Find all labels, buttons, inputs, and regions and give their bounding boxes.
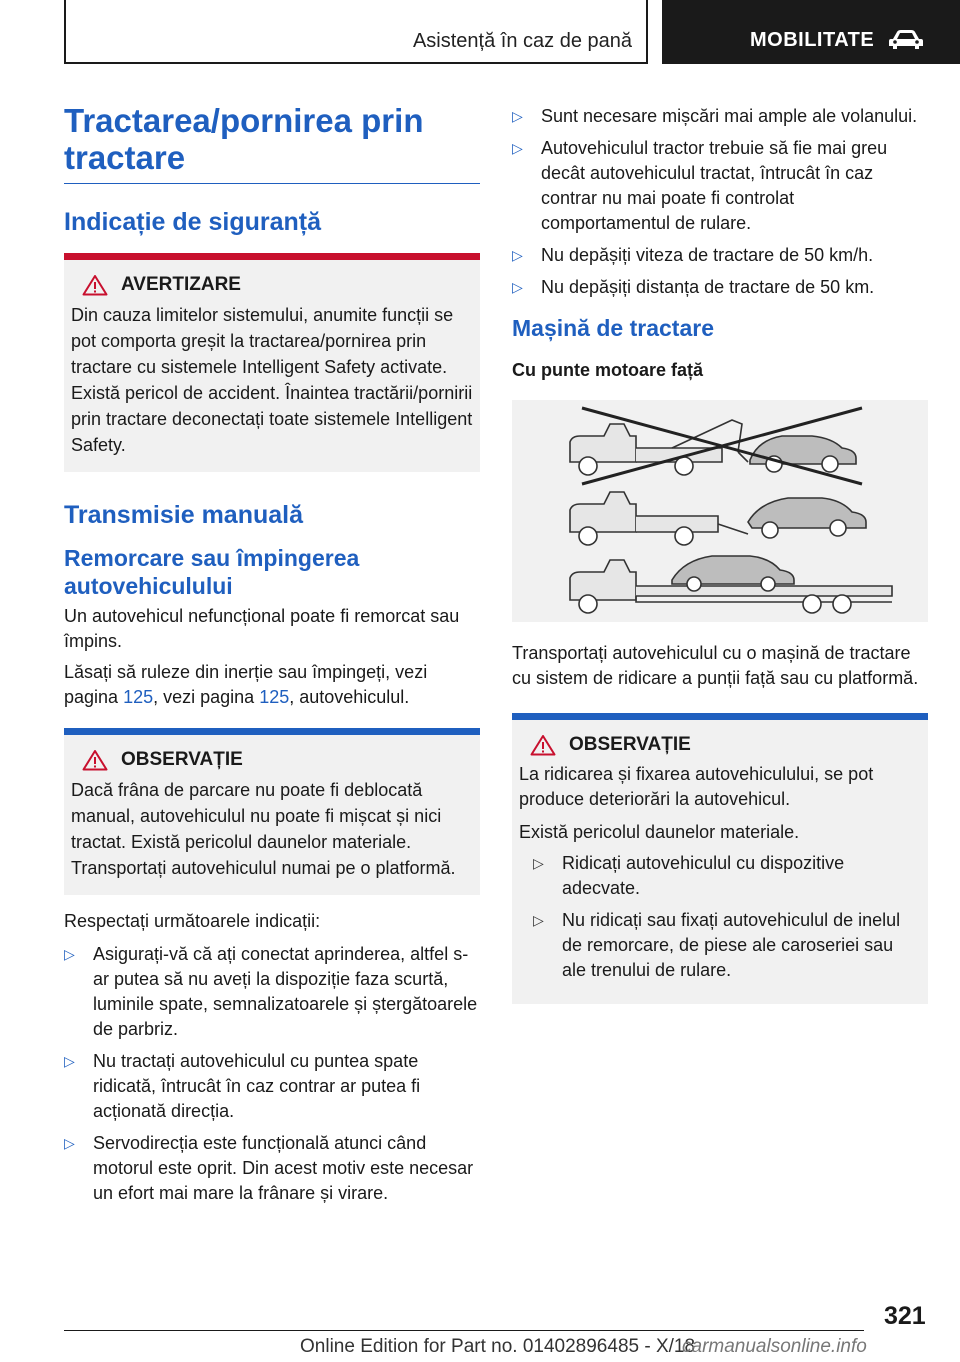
notice-text-1: La ridicarea și fixarea autovehiculului, se pot produce deteriorări la autovehicul. xyxy=(519,764,874,809)
header-chapter-box xyxy=(662,0,960,64)
notice-box xyxy=(64,728,480,895)
list-item: ▷ Ridicați autovehiculul cu dispozitive adecvate. xyxy=(533,853,845,898)
subheading: Remorcare sau împingerea autovehiculului xyxy=(64,545,360,599)
list-intro: Respectați următoarele indicații: xyxy=(64,911,321,931)
page-number: 321 xyxy=(884,1302,926,1330)
tow-truck-illustration xyxy=(512,400,928,622)
paragraph-1: Un autovehicul nefuncțional poate fi remorcat sau împins. xyxy=(64,606,460,651)
page-link[interactable]: 125 xyxy=(259,687,290,707)
bullet-triangle-icon: ▷ xyxy=(64,946,75,962)
list-item: ▷ Servodirecția este funcțională atunci când motorul este oprit. Din acest motiv este necesar un efort mai mare la frânare și virare. xyxy=(64,1133,474,1203)
warning-icon xyxy=(82,274,108,296)
paragraph-2: Lăsați să ruleze din inerție sau împingeți, vezi pagina 125, vezi pagina 125, autovehiculul. xyxy=(64,662,428,707)
notice-box-right xyxy=(512,713,928,1004)
footer-rule xyxy=(64,1330,864,1331)
list-item: ▷ Sunt necesare mișcări mai ample ale volanului. xyxy=(512,104,928,129)
list-item: ▷ Asigurați-vă că ați conectat aprinderea, altfel s-ar putea să nu aveți la dispoziție faza scurtă, luminile spate, semnalizatoarele și ștergătoarele de parbriz. xyxy=(64,944,478,1039)
towing-list xyxy=(512,104,928,300)
notice-title: OBSERVAȚIE xyxy=(569,734,691,755)
bullet-triangle-icon: ▷ xyxy=(64,1053,75,1069)
warning-icon xyxy=(82,749,108,771)
list-item: ▷ Autovehiculul tractor trebuie să fie mai greu decât autovehiculul tractat, întrucât în caz contrar nu mai poate fi controlat comportamentul de rulare. xyxy=(512,138,888,233)
warning-title: AVERTIZARE xyxy=(121,274,241,295)
right-column xyxy=(512,104,928,1004)
notice-text-2: Există pericolul daunelor materiale. xyxy=(519,822,800,842)
watermark: carmanualsonline.info xyxy=(682,1336,867,1357)
illustration-caption: Transportați autovehiculul cu o mașină de tractare cu sistem de ridicare a punții față sau cu platformă. xyxy=(512,643,919,688)
warning-icon xyxy=(530,734,556,756)
header-section-box xyxy=(64,0,648,64)
tow-truck-heading: Mașină de tractare xyxy=(512,315,714,341)
manual-heading: Transmisie manuală xyxy=(64,501,304,529)
bullet-triangle-icon: ▷ xyxy=(512,247,523,263)
bullet-triangle-icon: ▷ xyxy=(533,855,544,871)
bullet-triangle-icon: ▷ xyxy=(512,108,523,124)
notice-title: OBSERVAȚIE xyxy=(121,749,243,770)
list-item: ▷ Nu tractați autovehiculul cu puntea spate ridicată, întrucât în caz contrar ar putea fi acționată direcția. xyxy=(64,1051,421,1121)
warning-box xyxy=(64,253,480,472)
left-column xyxy=(64,102,480,1213)
bullet-triangle-icon: ▷ xyxy=(533,912,544,928)
header-section-title: Asistență în caz de pană xyxy=(412,30,632,52)
header-chapter-title: MOBILITATE xyxy=(750,29,875,51)
notice-text: Dacă frâna de parcare nu poate fi deblocată manual, autovehiculul nu poate fi mișcat și nici tractat. Există pericolul daunelor materiale. Transportați autovehiculul numai pe o platformă. xyxy=(71,780,456,878)
warning-text: Din cauza limitelor sistemului, anumite funcții se pot comporta greșit la tractarea/pornirea prin tractare cu sistemele Intelligent Safety activate. Există pericol de accident. Înaintea tractării/pornirii prin tractare deconectați toate sistemele Intelligent Safety. xyxy=(71,305,473,455)
bullet-triangle-icon: ▷ xyxy=(512,279,523,295)
car-icon xyxy=(888,28,924,52)
safety-heading: Indicație de siguranță xyxy=(64,208,322,236)
notice-list xyxy=(519,851,921,983)
instructions-list xyxy=(64,942,480,1206)
title-rule xyxy=(64,183,480,184)
list-item: ▷ Nu ridicați sau fixați autovehiculul de inelul de remorcare, de piese ale caroseriei sau ale trenului de rulare. xyxy=(533,910,901,980)
list-item: ▷ Nu depășiți distanța de tractare de 50 km. xyxy=(512,275,928,300)
bullet-triangle-icon: ▷ xyxy=(512,140,523,156)
page-title: Tractarea/pornirea prin tractare xyxy=(64,102,424,176)
list-item: ▷ Nu depășiți viteza de tractare de 50 km/h. xyxy=(512,243,928,268)
footer-edition: Online Edition for Part no. 01402896485 - X/18 xyxy=(300,1336,696,1357)
page-link[interactable]: 125 xyxy=(123,687,154,707)
front-drive-heading: Cu punte motoare față xyxy=(512,360,704,380)
bullet-triangle-icon: ▷ xyxy=(64,1135,75,1151)
